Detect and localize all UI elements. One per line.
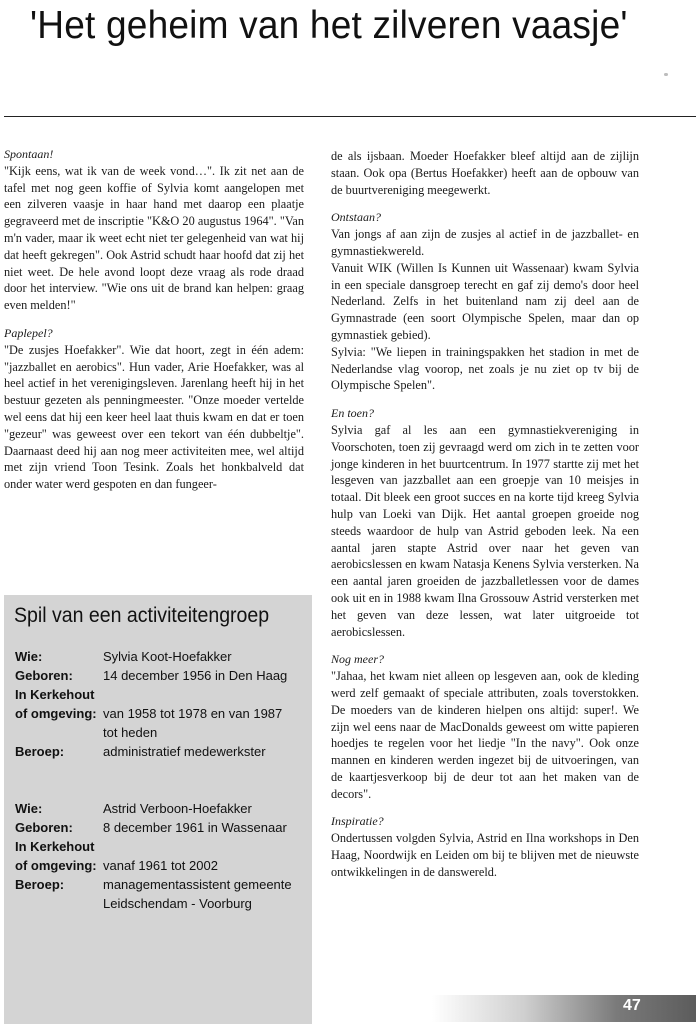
entry-spacer [15,761,305,780]
section-heading: En toen? [331,406,374,421]
info-box-title: Spil van een activiteitengroep [14,604,270,627]
section-text: de als ijsbaan. Moeder Hoefakker bleef altijd aan de zijlijn staan. Ook opa (Bertus Hoefakker) heeft aan de opbouw van de buurtvereniging meegewerkt. [331,149,639,197]
section-text: "Jahaa, het kwam niet alleen op lesgeven aan, ook de kleding werd zelf gemaakt of speciale attributen, zoals toverstokken. De moeders van de kinderen hielpen ons altijd: super!. We zijn wel eens naar de MacDonalds geweest om witte papieren hoedjes te regelen voor het liedje "In the navy". Ook onze mannen en kinderen werden ingezet bij de uitvoeringen, van de kaartjesverkoop bij de deur tot aan het maken van de decors". [331,669,639,801]
section-text: Ondertussen volgden Sylvia, Astrid en Ilna workshops in Den Haag, Noordwijk en Leiden om bij te blijven met de nieuwste ontwikkelingen in de danswereld. [331,831,639,879]
value-geboren: 8 december 1961 in Wassenaar [103,820,287,835]
left-column [4,146,304,504]
section-heading: Nog meer? [331,652,384,667]
section-heading: Paplepel? [4,325,53,340]
label-omgeving: of omgeving: [15,858,97,873]
title-rule [4,116,696,117]
section-text: "De zusjes Hoefakker". Wie dat hoort, zegt in één adem: "jazzballet en aerobics". Hun vader, Arie Hoefakker, was al heel actief in het verenigingsleven. Jarenlang heeft hij in het bestuur gezeten als penningmeester. "Onze moeder vertelde wel eens dat hij een keer heel laat thuis kwam en dat er toen "gezeur" was geweest over een tekort van één dubbeltje". Daarnaast deed hij aan nog meer activiteiten mee, wel altijd met zijn vriend Toon Tesink. Zoals het honkbalveld dat onder water werd gespoten en dan fungeer- [4,342,304,492]
section-paplepel [4,325,304,493]
section-text: Van jongs af aan zijn de zusjes al actief in de jazzballet- en gymnastiekwereld. Vanuit WIK (Willen Is Kunnen uit Wassenaar) kwam Sylvia in een speciale dansgroep terecht en gaf zij demo's door heel Nederland. Zelfs in het buitenland nam zij deel aan de Gymnastrade (een soort Olympische Spelen, maar dan op gymnastiek gebied). Sylvia: "We liepen in trainingspakken het stadion in met de Nederlandse vlag voorop, net zoals je nu ziet op tv bij de Olympische Spelen". [331,227,639,393]
value-beroep: administratief medewerkster [103,744,266,759]
section-heading: Inspiratie? [331,814,384,829]
value-wie: Sylvia Koot-Hoefakker [103,649,232,664]
section-ontstaan [331,209,639,394]
article-title: 'Het geheim van het zilveren vaasje' [30,4,628,47]
label-kerkehout: In Kerkehout [15,839,95,854]
section-nog-meer [331,651,639,802]
label-omgeving: of omgeving: [15,706,97,721]
section-inspiratie [331,813,639,880]
page-footer-bar [432,995,696,1022]
section-spontaan [4,146,304,314]
label-kerkehout: In Kerkehout [15,687,95,702]
value-beroep: managementassistent gemeente [103,877,292,892]
label-geboren: Geboren: [15,820,73,835]
value-empty [103,685,305,704]
value-geboren: 14 december 1956 in Den Haag [103,668,288,683]
section-text: Sylvia gaf al les aan een gymnastiekvereniging in Voorschoten, toen zij gevraagd werd om zich in te zetten voor jonge kinderen in het buurtcentrum. In 1977 startte zij met het lesgeven van jazzballet aan een groepje van 10 meisjes in totaal. Dit bleek een groot succes en na korte tijd kreeg Sylvia hulp van Loeki van Dijk. Het aantal groepen groeide nog steeds waardoor de hulp van Astrid geboden leek. Na een aantal jaren stapte Astrid over naar het geven van aerobicslessen en kwam Natasja Kenens Sylvia versterken. Na een aantal jaren groeiden de jazzballetlessen voor de dames ook uit en in 1988 kwam Ilna Grossouw Astrid versterken met het geven van deze lessen, wat later uitgroeide tot aerobicslessen. [331,422,639,639]
label-empty [15,894,103,913]
label-wie: Wie: [15,649,43,664]
print-speck [664,73,668,76]
value-kerkehout-cont: tot heden [103,725,158,740]
section-continuation [331,148,639,198]
value-beroep-cont: Leidschendam - Voorburg [103,896,252,911]
value-empty [103,837,305,856]
section-en-toen [331,405,639,640]
section-text: "Kijk eens, wat ik van de week vond…". Ik zit net aan de tafel met nog geen koffie of Sylvia komt aangelopen met een zilveren vaasje in haar hand met daarop een plaatje gegraveerd met de inscriptie "K&O 20 augustus 1964". "Van m'n vader, maar ik weet echt niet ter gelegenheid van wat hij dat heeft gekregen". Ook Astrid schudt haar hoofd dat zij het niet weet. De hele avond loopt deze vraag als rode draad door het interview. "Wie ons uit de brand kan helpen: graag even melden!" [4,163,304,313]
label-empty [15,723,103,742]
value-kerkehout: vanaf 1961 tot 2002 [103,858,218,873]
entry-spacer [15,780,305,799]
section-heading: Ontstaan? [331,210,382,225]
value-wie: Astrid Verboon-Hoefakker [103,801,252,816]
section-heading: Spontaan! [4,147,54,161]
info-box-entries [15,647,305,913]
label-beroep: Beroep: [15,744,65,759]
label-beroep: Beroep: [15,877,65,892]
label-wie: Wie: [15,801,43,816]
right-column [331,148,639,892]
page-number: 47 [623,997,641,1014]
value-kerkehout: van 1958 tot 1978 en van 1987 [103,706,283,721]
info-box [4,595,312,1024]
label-geboren: Geboren: [15,668,73,683]
